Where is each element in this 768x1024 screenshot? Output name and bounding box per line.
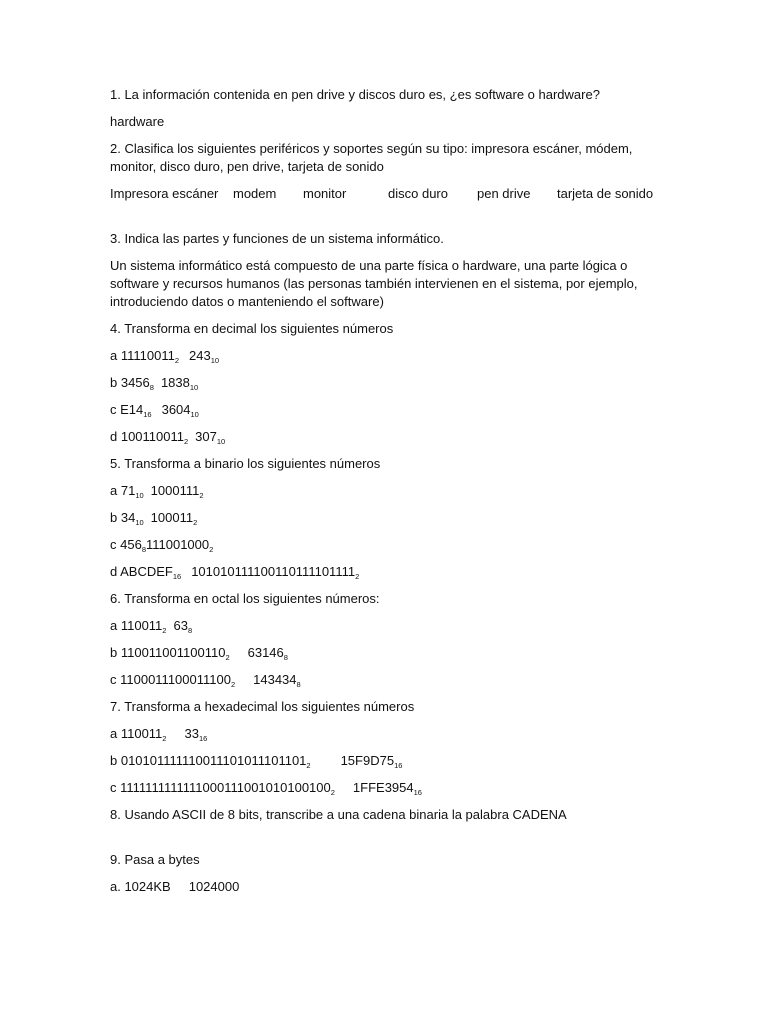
question-1: 1. La información contenida en pen drive y discos duro es, ¿es software o hardware?	[110, 87, 600, 102]
q6-item-b	[110, 644, 670, 662]
item-result: 1000111	[150, 483, 200, 498]
q6-item-a	[110, 617, 670, 635]
item-label: a 71	[110, 483, 136, 498]
document-body	[110, 86, 670, 905]
q4-item-d	[110, 428, 670, 446]
item-label: b 3456	[110, 375, 150, 390]
item-result: 111001000	[145, 537, 210, 552]
q5-item-d	[110, 563, 670, 581]
base-subscript: 10	[135, 491, 144, 500]
item-result: 1024000	[188, 879, 240, 894]
item-result: 63	[173, 618, 188, 633]
q7-item-c	[110, 779, 670, 797]
answer-1: hardware	[110, 114, 165, 129]
q6-item-c	[110, 671, 670, 689]
item-label: d 100110011	[110, 429, 184, 444]
item-label: b 34	[110, 510, 136, 525]
spacer	[110, 212, 670, 230]
item-label: c 456	[110, 537, 142, 552]
answer-2-item: Impresora escáner	[110, 186, 219, 201]
item-result: 243	[189, 348, 211, 363]
base-subscript: 2	[355, 572, 360, 581]
question-7: 7. Transforma a hexadecimal los siguientes números	[110, 699, 415, 714]
question-9: 9. Pasa a bytes	[110, 852, 200, 867]
question-8: 8. Usando ASCII de 8 bits, transcribe a una cadena binaria la palabra CADENA	[110, 807, 567, 822]
item-result: 1838	[160, 375, 190, 390]
item-result: 33	[184, 726, 199, 741]
item-label: b 010101111110011101011101101	[110, 753, 307, 768]
item-result: 307	[195, 429, 217, 444]
base-subscript: 2	[162, 734, 167, 743]
base-subscript: 2	[174, 356, 179, 365]
base-subscript: 10	[210, 356, 220, 365]
item-label: c E14	[110, 402, 144, 417]
base-subscript: 10	[216, 437, 226, 446]
base-subscript: 2	[230, 680, 236, 689]
item-label: a 110011	[110, 618, 163, 633]
q4-item-c	[110, 401, 670, 419]
base-subscript: 16	[394, 761, 403, 770]
q7-item-a	[110, 725, 670, 743]
item-result: 143434	[253, 672, 297, 687]
answer-2-row	[110, 185, 670, 203]
base-subscript: 2	[306, 761, 311, 770]
item-result: 15F9D75	[340, 753, 395, 768]
base-subscript: 10	[135, 518, 144, 527]
item-label: d ABCDEF	[110, 564, 173, 579]
q4-item-a	[110, 347, 670, 365]
item-result: 101010111100110111101111	[191, 564, 356, 579]
q7-item-b	[110, 752, 670, 770]
answer-3: Un sistema informático está compuesto de una parte física o hardware, una parte lógica o software y recursos humanos (las personas también intervienen en el sistema, por ejemplo, introduciendo datos o manteniendo el software)	[110, 258, 638, 309]
item-result: 3604	[161, 402, 191, 417]
item-label: a 11110011	[110, 348, 175, 363]
base-subscript: 2	[225, 653, 230, 662]
base-subscript: 16	[143, 410, 152, 419]
item-result: 100011	[150, 510, 194, 525]
item-label: b 110011001100110	[110, 645, 226, 660]
question-6: 6. Transforma en octal los siguientes números:	[110, 591, 380, 606]
base-subscript: 16	[198, 734, 208, 743]
question-5: 5. Transforma a binario los siguientes números	[110, 456, 381, 471]
answer-2-item: disco duro	[388, 186, 448, 201]
item-label: a 110011	[110, 726, 163, 741]
base-subscript: 16	[413, 788, 422, 797]
base-subscript: 8	[149, 383, 154, 392]
base-subscript: 10	[189, 383, 199, 392]
base-subscript: 8	[296, 680, 301, 689]
base-subscript: 10	[190, 410, 199, 419]
answer-2-item: modem	[233, 186, 277, 201]
base-subscript: 2	[162, 626, 167, 635]
base-subscript: 8	[187, 626, 193, 635]
base-subscript: 8	[141, 545, 146, 554]
item-result: 63146	[247, 645, 284, 660]
q5-item-a	[110, 482, 670, 500]
base-subscript: 2	[209, 545, 214, 554]
q5-item-b	[110, 509, 670, 527]
base-subscript: 16	[172, 572, 182, 581]
base-subscript: 2	[183, 437, 189, 446]
base-subscript: 2	[193, 518, 198, 527]
item-label: c 1111111111111000111001010100100	[110, 780, 331, 795]
question-2: 2. Clasifica los siguientes periféricos y soportes según su tipo: impresora escáner, módem, monitor, disco duro, pen drive, tarjeta de sonido	[110, 141, 633, 174]
item-label: a. 1024KB	[110, 879, 171, 894]
answer-2-item: monitor	[303, 186, 347, 201]
base-subscript: 8	[283, 653, 288, 662]
q4-item-b	[110, 374, 670, 392]
q9-item-a	[110, 878, 670, 896]
question-4: 4. Transforma en decimal los siguientes números	[110, 321, 394, 336]
answer-2-item: pen drive	[477, 186, 531, 201]
spacer	[110, 833, 670, 851]
base-subscript: 2	[199, 491, 204, 500]
item-result: 1FFE3954	[352, 780, 414, 795]
answer-2-item: tarjeta de sonido	[557, 186, 654, 201]
q5-item-c	[110, 536, 670, 554]
question-3: 3. Indica las partes y funciones de un sistema informático.	[110, 231, 444, 246]
item-label: c 1100011100011100	[110, 672, 231, 687]
base-subscript: 2	[330, 788, 335, 797]
